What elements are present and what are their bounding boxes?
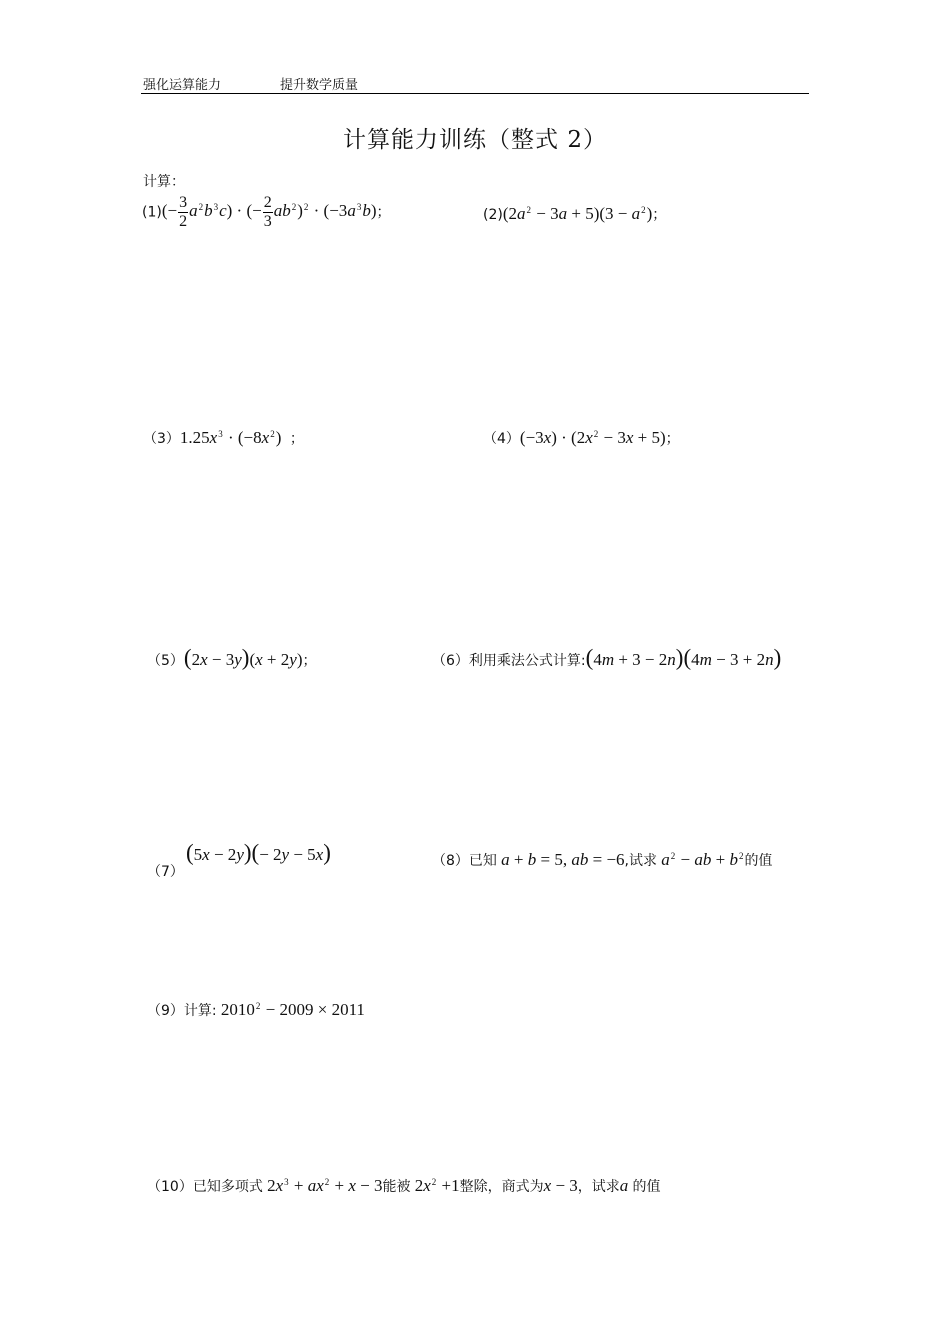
problem-9 xyxy=(147,1000,365,1020)
problem-9-label: （9） xyxy=(147,1003,184,1019)
problem-4-suffix: ； xyxy=(665,431,680,447)
problem-5-expression: (2x − 3y)(x + 2y) xyxy=(183,645,303,670)
problem-5-suffix: ； xyxy=(302,653,317,669)
problem-10-divisor: $2x^2 +1$ xyxy=(410,1176,460,1195)
problem-2-expression: $(2a^2 - 3a + 5)(3 - a^2)$ xyxy=(502,204,653,223)
problem-1 xyxy=(142,194,390,231)
header-rule xyxy=(141,93,809,94)
problem-3-expression: $1.25x^3 \cdot (-8x^2)$ xyxy=(179,428,282,447)
intro-text: 计算： xyxy=(143,174,185,190)
problem-2 xyxy=(483,204,666,224)
problem-1-suffix: ； xyxy=(376,204,391,221)
problem-9-text: 计算: xyxy=(183,1003,217,1019)
problem-2-suffix: ； xyxy=(652,207,667,223)
problem-10-quotient: x − 3 xyxy=(543,1176,578,1195)
problem-10-variable: a xyxy=(619,1176,629,1195)
header-right: 提升数学质量 xyxy=(280,78,359,93)
problem-8-label: （8） xyxy=(432,853,469,869)
problem-7-label: （7） xyxy=(147,864,184,880)
problem-10-text: 已知多项式 xyxy=(192,1179,263,1195)
problem-7-expression: (5x − 2y)(− 2y − 5x) xyxy=(186,840,331,865)
problem-10-polynomial: $2x^3 + ax^2 + x - 3$ xyxy=(262,1176,383,1195)
problem-10-text4: ，试求 xyxy=(577,1179,620,1195)
problem-4-expression: $(-3x) \cdot (2x^2 - 3x + 5)$ xyxy=(519,428,666,447)
problem-5 xyxy=(147,645,316,671)
problem-9-expression: $2010^2 - 2009 \times 2011$ xyxy=(216,1000,365,1019)
problem-10-label: （10） xyxy=(147,1179,193,1195)
problem-8-given: a + b = 5, ab = −6 xyxy=(501,850,625,869)
problem-6-text: 利用乘法公式计算: xyxy=(468,653,586,669)
problem-1-expression: (− $\frac{3}{2}$ $a^2b^3c$) · (− $\frac{2}{3}$ $ab^2)^2 \cdot (-3a^3b)$ xyxy=(161,194,377,230)
problem-10 xyxy=(147,1176,661,1196)
problem-3-suffix: ； xyxy=(289,431,304,447)
problem-3 xyxy=(143,428,304,448)
problem-1-label: (1) xyxy=(142,204,162,221)
problem-8-text3: 的值 xyxy=(744,853,773,869)
problem-2-label: (2) xyxy=(483,207,503,223)
problem-6-expression: (4m + 3 − 2n)(4m − 3 + 2n) xyxy=(585,645,782,670)
problem-8-text2: ,试求 xyxy=(624,853,657,869)
problem-8-text: 已知 xyxy=(468,853,497,869)
problem-4 xyxy=(483,428,680,448)
problem-6 xyxy=(432,645,781,671)
problem-4-label: （4） xyxy=(483,431,520,447)
problem-10-text3: 整除，商式为 xyxy=(459,1179,544,1195)
problem-5-label: （5） xyxy=(147,653,184,669)
problem-8 xyxy=(432,850,772,870)
problem-8-target: $a^2$ − ab + $b^2$ xyxy=(661,850,744,869)
problem-3-label: （3） xyxy=(143,431,180,447)
problem-6-label: （6） xyxy=(432,653,469,669)
page-title: 计算能力训练（整式 2） xyxy=(343,127,607,153)
header-left: 强化运算能力 xyxy=(143,78,222,93)
problem-10-text5: 的值 xyxy=(632,1179,661,1195)
problem-10-text2: 能被 xyxy=(382,1179,411,1195)
